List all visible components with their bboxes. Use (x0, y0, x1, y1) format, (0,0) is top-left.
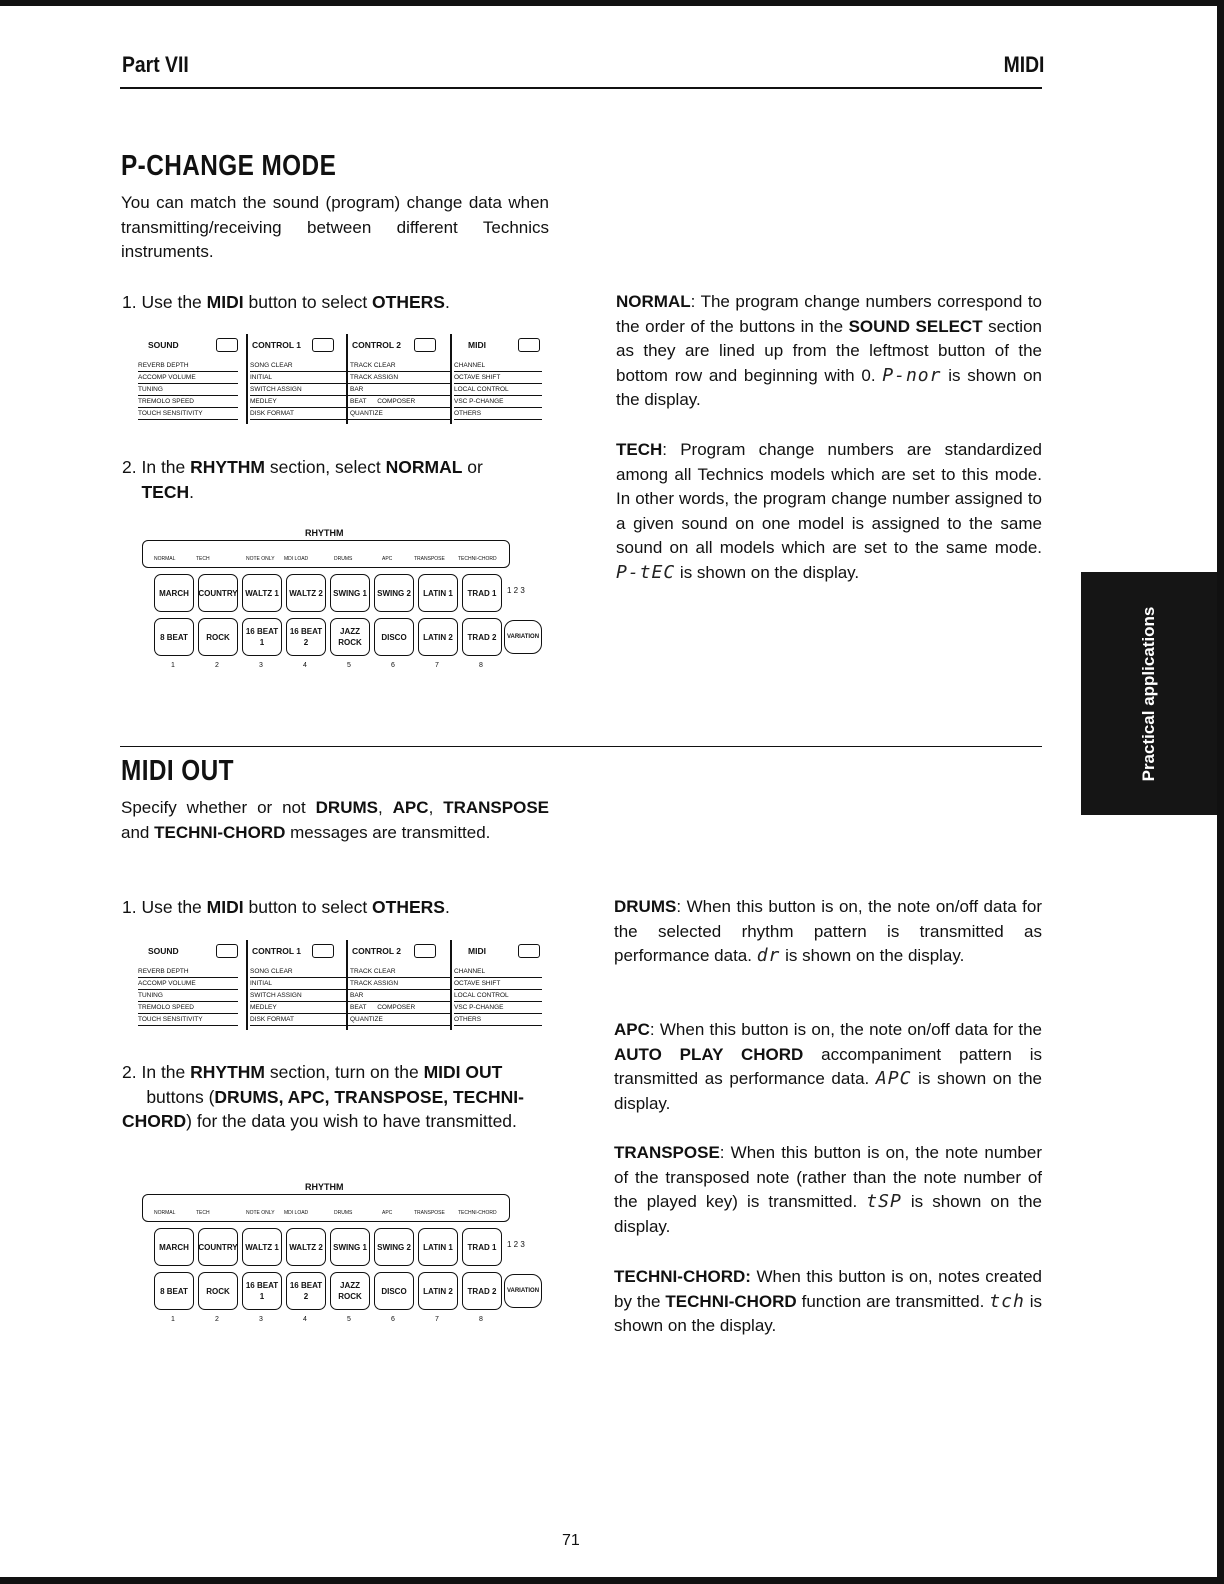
panel-cell: ACCOMP VOLUME (138, 978, 238, 990)
panel-cell: MEDLEY (250, 1002, 350, 1014)
panel-cell: BEAT COMPOSER (350, 396, 450, 408)
swing1-button: SWING 1 (330, 574, 370, 612)
frame-label: TECH (196, 1210, 210, 1216)
panel-control2-label: CONTROL 2 (352, 340, 401, 350)
control-panel-diagram (132, 334, 542, 426)
march-button: MARCH (154, 1228, 194, 1266)
panel-cell: TREMOLO SPEED (138, 1002, 238, 1014)
control1-button (312, 338, 334, 352)
composer-label: COMPOSER (377, 398, 416, 405)
button-number: 6 (391, 662, 395, 669)
midiout-intro: Specify whether or not DRUMS, APC, TRANSPOSE and TECHNI-CHORD messages are transmitted. (121, 798, 550, 842)
pchange-step1: 1. Use the MIDI button to select OTHERS. (122, 292, 450, 312)
panel-cell: SONG CLEAR (250, 966, 350, 978)
rhythm-panel-diagram-1 (142, 528, 542, 678)
button-number: 1 (171, 1316, 175, 1323)
button-number: 2 (215, 662, 219, 669)
frame-label: DRUMS (334, 1210, 353, 1216)
button-number: 2 (215, 1316, 219, 1323)
panel-cell: MEDLEY (250, 396, 350, 408)
8beat-button: 8 BEAT (154, 1272, 194, 1310)
control-panel-diagram-2 (132, 940, 542, 1032)
panel-col-midi (454, 966, 542, 1026)
panel-cell: BEAT COMPOSER (350, 1002, 450, 1014)
button-number: 8 (479, 1316, 483, 1323)
running-header-part: Part VII (122, 52, 189, 77)
panel-cell: TREMOLO SPEED (138, 396, 238, 408)
panel-sound-label: SOUND (148, 946, 179, 956)
frame-label: APC (382, 1210, 393, 1216)
variation-lamps: 1 2 3 (507, 586, 525, 595)
panel-cell: BAR (350, 384, 450, 396)
frame-label: TECHNI-CHORD (458, 556, 497, 562)
rock-button: ROCK (198, 1272, 238, 1310)
variation-button: VARIATION (504, 620, 542, 654)
normal-description: NORMAL: The program change numbers correspond to the order of the buttons in the SOUND SELECT section as they are lined up from the leftmost button of the bottom row and beginning with 0. P-nor is shown on the display. (616, 292, 1042, 410)
frame-label: TRANSPOSE (414, 1210, 445, 1216)
disco-button: DISCO (374, 1272, 414, 1310)
rock-button: ROCK (198, 618, 238, 656)
panel-cell: TRACK ASSIGN (350, 978, 450, 990)
panel-cell: BAR (350, 990, 450, 1002)
16beat1-button: 16 BEAT 1 (242, 1272, 282, 1310)
panel-cell: SWITCH ASSIGN (250, 990, 350, 1002)
display-readout: dr (756, 945, 781, 967)
pchange-title: P-CHANGE MODE (121, 150, 337, 182)
button-number: 3 (259, 662, 263, 669)
frame-label: APC (382, 556, 393, 562)
panel-sound-label: SOUND (148, 340, 179, 350)
panel-cell: TRACK CLEAR (350, 966, 450, 978)
technichord-description: TECHNI-CHORD: When this button is on, notes created by the TECHNI-CHORD function are transmitted. tch is shown on the display. (614, 1267, 1042, 1336)
swing2-button: SWING 2 (374, 1228, 414, 1266)
rhythm-title: RHYTHM (302, 528, 347, 538)
composer-label: COMPOSER (377, 1004, 416, 1011)
sound-button (216, 944, 238, 958)
panel-cell: QUANTIZE (350, 408, 450, 420)
country-button: COUNTRY (198, 1228, 238, 1266)
button-number: 1 (171, 662, 175, 669)
frame-label: MDI LOAD (284, 1210, 309, 1216)
rhythm-frame (142, 540, 510, 568)
running-header-section: MIDI (1003, 52, 1044, 77)
panel-cell: SWITCH ASSIGN (250, 384, 350, 396)
frame-label: DRUMS (334, 556, 353, 562)
sound-button (216, 338, 238, 352)
panel-col-sound (138, 966, 238, 1026)
trad1-button: TRAD 1 (462, 1228, 502, 1266)
display-readout: tSP (866, 1191, 902, 1213)
jazzrock-button: JAZZ ROCK (330, 618, 370, 656)
panel-cell: CHANNEL (454, 360, 542, 372)
panel-control1-label: CONTROL 1 (252, 340, 301, 350)
display-readout: tch (989, 1290, 1025, 1312)
side-tab: Practical applications (1081, 572, 1217, 815)
panel-cell: REVERB DEPTH (138, 360, 238, 372)
tech-description: TECH: Program change numbers are standardized among all Technics models which are set to this mode. In other words, the program change number assigned to a given sound on one model is assigned to the same sound on all models which are set to the same mode. P-tEC is shown on the display. (616, 440, 1042, 583)
midi-button (518, 338, 540, 352)
trad2-button: TRAD 2 (462, 1272, 502, 1310)
midiout-title: MIDI OUT (121, 755, 234, 787)
panel-cell: QUANTIZE (350, 1014, 450, 1026)
page-number: 71 (562, 1532, 580, 1549)
panel-cell: TUNING (138, 990, 238, 1002)
section-rule (120, 746, 1042, 747)
button-number: 4 (303, 662, 307, 669)
display-readout: P-nor (882, 364, 942, 386)
display-readout: P-tEC (616, 561, 676, 583)
panel-cell: DISK FORMAT (250, 408, 350, 420)
panel-cell: TRACK ASSIGN (350, 372, 450, 384)
panel-cell: OCTAVE SHIFT (454, 372, 542, 384)
frame-label: MDI LOAD (284, 556, 309, 562)
control1-button (312, 944, 334, 958)
panel-cell: ACCOMP VOLUME (138, 372, 238, 384)
frame-label: NORMAL (154, 556, 176, 562)
frame-label: NORMAL (154, 1210, 176, 1216)
midiout-step2: 2. In the RHYTHM section, turn on the MIDI OUT buttons (DRUMS, APC, TRANSPOSE, TECHNI-CHORD) for the data you wish to have transmitted. (122, 1062, 524, 1132)
16beat2-button: 16 BEAT 2 (286, 1272, 326, 1310)
waltz1-button: WALTZ 1 (242, 574, 282, 612)
trad2-button: TRAD 2 (462, 618, 502, 656)
panel-col-midi (454, 360, 542, 420)
frame-label: NOTE ONLY (246, 556, 275, 562)
page-edge-top (0, 0, 1224, 6)
jazzrock-button: JAZZ ROCK (330, 1272, 370, 1310)
waltz2-button: WALTZ 2 (286, 1228, 326, 1266)
swing1-button: SWING 1 (330, 1228, 370, 1266)
panel-control1-label: CONTROL 1 (252, 946, 301, 956)
button-number: 8 (479, 662, 483, 669)
panel-cell: OCTAVE SHIFT (454, 978, 542, 990)
panel-cell: OTHERS (454, 1014, 542, 1026)
button-number: 4 (303, 1316, 307, 1323)
panel-cell: INITIAL (250, 372, 350, 384)
panel-col-control2 (350, 966, 450, 1026)
frame-label: NOTE ONLY (246, 1210, 275, 1216)
panel-divider (246, 334, 248, 424)
control2-button (414, 944, 436, 958)
button-number: 7 (435, 662, 439, 669)
country-button: COUNTRY (198, 574, 238, 612)
panel-control2-label: CONTROL 2 (352, 946, 401, 956)
pchange-intro: You can match the sound (program) change data when transmitting/receiving between different Technics instruments. (121, 193, 549, 262)
panel-cell: REVERB DEPTH (138, 966, 238, 978)
waltz2-button: WALTZ 2 (286, 574, 326, 612)
frame-label: TRANSPOSE (414, 556, 445, 562)
button-number: 5 (347, 662, 351, 669)
panel-col-sound (138, 360, 238, 420)
pchange-step2: 2. In the RHYTHM section, select NORMAL or TECH. (122, 457, 483, 502)
16beat1-button: 16 BEAT 1 (242, 618, 282, 656)
panel-col-control2 (350, 360, 450, 420)
midiout-step1: 1. Use the MIDI button to select OTHERS. (122, 897, 450, 917)
frame-label: TECHNI-CHORD (458, 1210, 497, 1216)
header-rule (120, 87, 1042, 89)
panel-cell: INITIAL (250, 978, 350, 990)
panel-divider (246, 940, 248, 1030)
rhythm-title: RHYTHM (302, 1182, 347, 1192)
button-number: 7 (435, 1316, 439, 1323)
panel-cell: LOCAL CONTROL (454, 384, 542, 396)
latin2-button: LATIN 2 (418, 1272, 458, 1310)
panel-col-control1 (250, 966, 350, 1026)
panel-cell: DISK FORMAT (250, 1014, 350, 1026)
panel-cell: LOCAL CONTROL (454, 990, 542, 1002)
panel-divider (450, 334, 452, 424)
midi-button (518, 944, 540, 958)
disco-button: DISCO (374, 618, 414, 656)
panel-midi-label: MIDI (468, 946, 486, 956)
transpose-description: TRANSPOSE: When this button is on, the note number of the transposed note (rather than the note number of the played key) is transmitted. tSP is shown on the display. (614, 1143, 1043, 1236)
panel-midi-label: MIDI (468, 340, 486, 350)
panel-cell: TOUCH SENSITIVITY (138, 1014, 238, 1026)
panel-cell: VSC P-CHANGE (454, 1002, 542, 1014)
drums-description: DRUMS: When this button is on, the note on/off data for the selected rhythm pattern is transmitted as performance data. dr is shown on the display. (614, 897, 1042, 967)
latin2-button: LATIN 2 (418, 618, 458, 656)
rhythm-panel-diagram-2 (142, 1182, 542, 1332)
panel-cell: TOUCH SENSITIVITY (138, 408, 238, 420)
control2-button (414, 338, 436, 352)
button-number: 3 (259, 1316, 263, 1323)
panel-cell: TUNING (138, 384, 238, 396)
page-edge-bottom (0, 1577, 1224, 1584)
page-edge-right (1217, 0, 1224, 1584)
panel-cell: OTHERS (454, 408, 542, 420)
panel-col-control1 (250, 360, 350, 420)
latin1-button: LATIN 1 (418, 574, 458, 612)
rhythm-frame (142, 1194, 510, 1222)
8beat-button: 8 BEAT (154, 618, 194, 656)
button-number: 5 (347, 1316, 351, 1323)
latin1-button: LATIN 1 (418, 1228, 458, 1266)
panel-cell: TRACK CLEAR (350, 360, 450, 372)
frame-label: TECH (196, 556, 210, 562)
trad1-button: TRAD 1 (462, 574, 502, 612)
button-number: 6 (391, 1316, 395, 1323)
16beat2-button: 16 BEAT 2 (286, 618, 326, 656)
apc-description: APC: When this button is on, the note on/off data for the AUTO PLAY CHORD accompaniment pattern is transmitted as performance data. APC is shown on the display. (614, 1020, 1042, 1113)
display-readout: APC (875, 1068, 912, 1090)
waltz1-button: WALTZ 1 (242, 1228, 282, 1266)
panel-cell: VSC P-CHANGE (454, 396, 542, 408)
swing2-button: SWING 2 (374, 574, 414, 612)
panel-cell: CHANNEL (454, 966, 542, 978)
march-button: MARCH (154, 574, 194, 612)
variation-lamps: 1 2 3 (507, 1240, 525, 1249)
panel-divider (450, 940, 452, 1030)
panel-cell: SONG CLEAR (250, 360, 350, 372)
variation-button: VARIATION (504, 1274, 542, 1308)
